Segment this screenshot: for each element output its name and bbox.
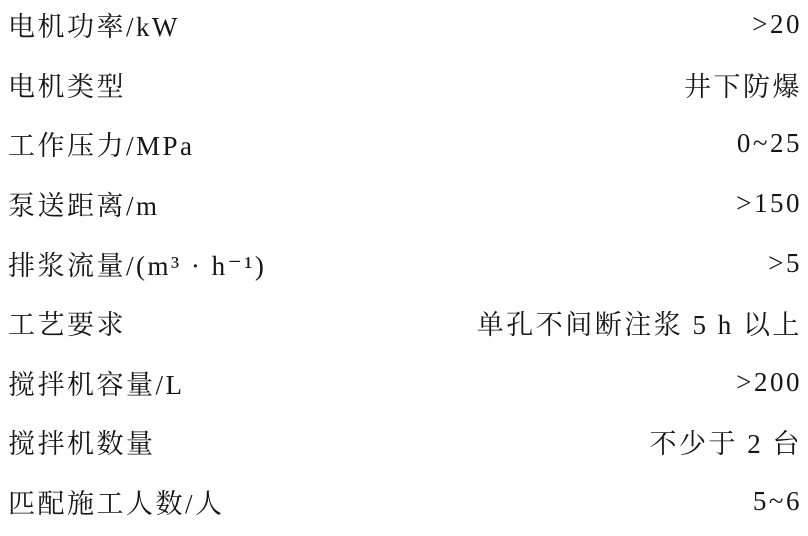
table-row: [8, 293, 802, 353]
row-value: 单孔不间断注浆 5 h 以上: [476, 310, 802, 341]
table-row: [8, 472, 802, 532]
row-value: >20: [752, 9, 802, 40]
table-row: [8, 0, 802, 55]
row-label: 搅拌机数量: [8, 429, 156, 460]
table-row: [8, 233, 802, 293]
table-row: [8, 412, 802, 472]
row-value: 井下防爆: [684, 71, 802, 102]
row-value: >5: [768, 247, 802, 278]
table-row: [8, 114, 802, 174]
row-value: >200: [736, 366, 802, 397]
table-row: [8, 174, 802, 234]
row-label: 泵送距离/m: [8, 190, 160, 221]
row-label: 电机功率/kW: [8, 12, 180, 43]
row-value: 5~6: [752, 485, 802, 516]
row-label: 工艺要求: [8, 310, 126, 341]
row-label: 匹配施工人数/人: [8, 488, 225, 519]
table-row: [8, 55, 802, 115]
row-label: 工作压力/MPa: [8, 131, 195, 162]
row-label: 搅拌机容量/L: [8, 369, 185, 400]
row-label: 排浆流量/(m³ · h⁻¹): [8, 250, 267, 281]
table-row: [8, 352, 802, 412]
row-value: 0~25: [736, 128, 802, 159]
row-label: 电机类型: [8, 71, 126, 102]
row-value: 不少于 2 台: [649, 429, 802, 460]
row-value: >150: [736, 187, 802, 218]
